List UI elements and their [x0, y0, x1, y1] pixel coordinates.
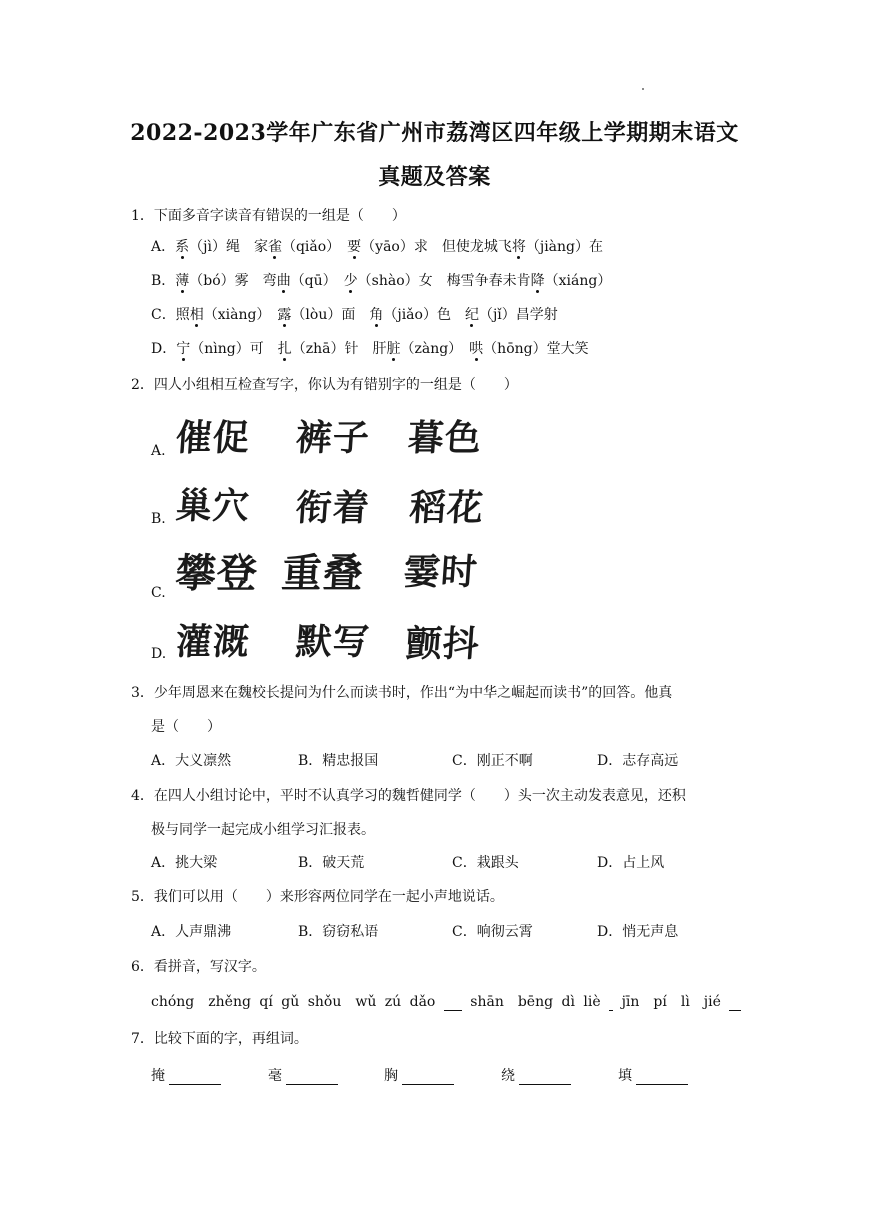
q2-a-word-2: 裤子: [294, 418, 372, 459]
q5-option-c: C．响彻云霄: [452, 924, 533, 940]
q6-blank-1[interactable]: [444, 996, 462, 1011]
q2-b-word-2: 衔着: [294, 488, 372, 529]
q4-stem-1: 4．在四人小组讨论中，平时不认真学习的魏哲健同学（ ）头一次主动发表意见，还积: [131, 788, 686, 804]
title-line-1: 2022-2023学年广东省广州市荔湾区四年级上学期期末语文: [130, 120, 739, 146]
q4-option-b: B．破天荒: [298, 855, 365, 871]
q7-blank-5[interactable]: [636, 1070, 688, 1085]
q4-option-c: C．栽跟头: [452, 855, 519, 871]
q2-c-word-1: 攀登: [174, 551, 260, 597]
q1-option-c: C．照相（xiàng） 露（lòu）面 角（jiǎo）色 纪（jǐ）昌学射: [151, 307, 558, 323]
q4-option-a: A．挑大梁: [151, 855, 218, 871]
q1-option-a: A．系（jì）绳 家雀（qiǎo） 要（yāo）求 但使龙城飞将（jiàng）在: [151, 239, 604, 255]
q7-stem: 7．比较下面的字，再组词。: [131, 1031, 308, 1047]
q7-blank-3[interactable]: [402, 1070, 454, 1085]
q3-stem-2: 是（ ）: [151, 719, 221, 735]
q3-option-c: C．刚正不啊: [452, 753, 533, 769]
q5-option-d: D．悄无声息: [597, 924, 679, 940]
title-line-2: 真题及答案: [378, 164, 491, 190]
q7-item-2: 毫: [268, 1065, 338, 1085]
q6-blank-2[interactable]: [609, 996, 613, 1011]
q6-blank-3[interactable]: [729, 996, 741, 1011]
q3-option-b: B．精忠报国: [298, 753, 379, 769]
q6-stem: 6．看拼音，写汉字。: [131, 959, 266, 975]
q6-pinyin-row: chóng zhěng qí gǔ shǒu wǔ zú dǎo shān bēng dì liè jīn pí lì jié: [151, 991, 741, 1011]
q7-item-5: 填: [618, 1065, 688, 1085]
q4-option-d: D．占上风: [597, 855, 665, 871]
q3-option-d: D．志存高远: [597, 753, 679, 769]
q3-option-a: A．大义凛然: [151, 753, 232, 769]
q2-b-word-1: 巢穴: [174, 486, 252, 527]
q2-b-word-3: 稻花: [408, 488, 486, 529]
q2-stem: 2．四人小组相互检查写字，你认为有错别字的一组是（ ）: [131, 377, 518, 393]
q3-stem-1: 3．少年周恩来在魏校长提问为什么而读书时，作出“为中华之崛起而读书”的回答。他真: [131, 685, 673, 701]
q2-d-word-3: 颤抖: [404, 624, 482, 665]
q7-blank-4[interactable]: [519, 1070, 571, 1085]
q2-c-word-2: 重叠: [280, 551, 366, 597]
q2-label-d: D.: [151, 646, 167, 662]
q5-option-b: B．窃窃私语: [298, 924, 379, 940]
q2-label-a: A.: [151, 443, 166, 459]
speck: [642, 88, 644, 90]
q7-blank-1[interactable]: [169, 1070, 221, 1085]
q5-stem: 5．我们可以用（ ）来形容两位同学在一起小声地说话。: [131, 889, 504, 905]
q5-option-a: A．人声鼎沸: [151, 924, 232, 940]
q2-label-b: B.: [151, 511, 166, 527]
q2-a-word-3: 暮色: [406, 418, 484, 459]
q7-item-1: 掩: [151, 1065, 221, 1085]
q1-option-d: D．宁（nìng）可 扎（zhā）针 肝脏（zàng） 哄（hōng）堂大笑: [151, 341, 589, 357]
q7-blank-2[interactable]: [286, 1070, 338, 1085]
q1-option-b: B．薄（bó）雾 弯曲（qū） 少（shào）女 梅雪争春未肯降（xiáng）: [151, 273, 612, 289]
q2-d-word-1: 灌溉: [174, 622, 252, 663]
q4-stem-2: 极与同学一起完成小组学习汇报表。: [151, 822, 375, 838]
q7-item-3: 胸: [384, 1065, 454, 1085]
q7-item-4: 绕: [501, 1065, 571, 1085]
q1-stem: 1．下面多音字读音有错误的一组是（ ）: [131, 208, 406, 224]
q2-d-word-2: 默写: [294, 622, 372, 663]
q2-label-c: C.: [151, 585, 166, 601]
q2-c-word-3: 霎时: [402, 552, 480, 593]
q2-a-word-1: 催促: [174, 418, 252, 459]
